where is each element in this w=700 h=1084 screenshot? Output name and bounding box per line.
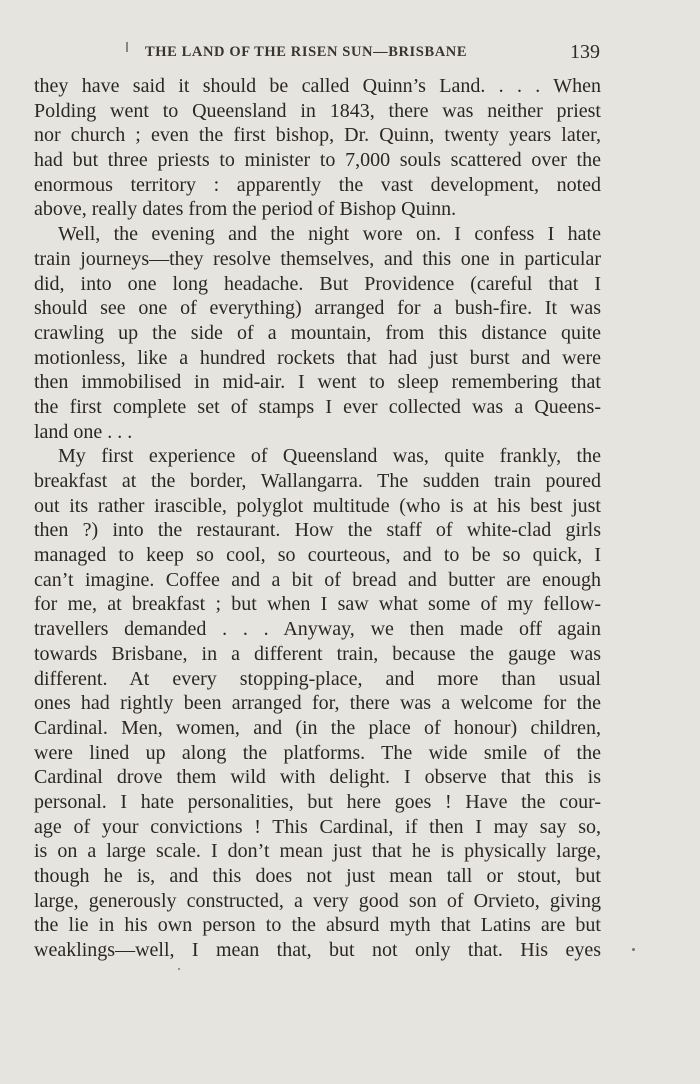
text-line: out its rather irascible, polyglot multitude (who is at his best just bbox=[34, 494, 601, 517]
running-header bbox=[34, 42, 600, 64]
text-line: the first complete set of stamps I ever collected was a Queens- bbox=[34, 395, 601, 418]
running-head-title: THE LAND OF THE RISEN SUN—BRISBANE bbox=[145, 44, 468, 60]
text-line: the lie in his own person to the absurd myth that Latins are but bbox=[34, 914, 601, 937]
margin-mark bbox=[126, 42, 128, 52]
text-line: weaklings—well, I mean that, but not only that. His eyes bbox=[34, 939, 601, 962]
paper-speck bbox=[178, 968, 180, 970]
body-text bbox=[34, 74, 601, 963]
text-line: travellers demanded . . . Anyway, we then made off again bbox=[34, 618, 601, 641]
text-line: land one . . . bbox=[34, 420, 133, 443]
text-line: can’t imagine. Coffee and a bit of bread and butter are enough bbox=[34, 568, 601, 591]
text-line: enormous territory : apparently the vast development, noted bbox=[34, 173, 601, 196]
text-line: large, generously constructed, a very good son of Orvieto, giving bbox=[34, 889, 601, 912]
text-line: were lined up along the platforms. The wide smile of the bbox=[34, 741, 601, 764]
text-line: towards Brisbane, in a different train, because the gauge was bbox=[34, 642, 601, 665]
text-line: ones had rightly been arranged for, there was a welcome for the bbox=[34, 692, 601, 715]
text-line: Polding went to Queensland in 1843, there was neither priest bbox=[34, 99, 601, 122]
text-line: managed to keep so cool, so courteous, and to be so quick, I bbox=[34, 544, 601, 567]
text-line: should see one of everything) arranged for a bush-fire. It was bbox=[34, 297, 601, 320]
text-line: motionless, like a hundred rockets that had just burst and were bbox=[34, 346, 601, 369]
text-line: then ?) into the restaurant. How the staff of white-clad girls bbox=[34, 519, 601, 542]
text-line: then immobilised in mid-air. I went to sleep remembering that bbox=[34, 371, 601, 394]
text-line: Cardinal drove them wild with delight. I observe that this is bbox=[34, 766, 601, 789]
text-line: for me, at breakfast ; but when I saw what some of my fellow- bbox=[34, 593, 601, 616]
text-line: nor church ; even the first bishop, Dr. Quinn, twenty years later, bbox=[34, 124, 601, 147]
text-line: Well, the evening and the night wore on. I confess I hate bbox=[58, 223, 601, 246]
text-line: train journeys—they resolve themselves, and this one in particular bbox=[34, 247, 601, 270]
text-line: different. At every stopping-place, and more than usual bbox=[34, 667, 601, 690]
text-line: My first experience of Queensland was, quite frankly, the bbox=[58, 445, 601, 468]
text-line: age of your convictions ! This Cardinal, if then I may say so, bbox=[34, 815, 601, 838]
text-line: though he is, and this does not just mean tall or stout, but bbox=[34, 865, 601, 887]
text-line: breakfast at the border, Wallangarra. The sudden train poured bbox=[34, 470, 601, 492]
text-line: above, really dates from the period of Bishop Quinn. bbox=[34, 198, 457, 221]
text-line: personal. I hate personalities, but here goes ! Have the cour- bbox=[34, 790, 601, 813]
text-line: is on a large scale. I don’t mean just that he is physically large, bbox=[34, 840, 601, 863]
paper-speck bbox=[632, 948, 635, 951]
text-line: Cardinal. Men, women, and (in the place of honour) children, bbox=[34, 716, 601, 739]
text-line: crawling up the side of a mountain, from this distance quite bbox=[34, 321, 601, 344]
text-line: they have said it should be called Quinn’s Land. . . . When bbox=[34, 75, 601, 97]
text-line: had but three priests to minister to 7,000 souls scattered over the bbox=[34, 149, 601, 172]
text-line: did, into one long headache. But Providence (careful that I bbox=[34, 272, 601, 295]
page-number: 139 bbox=[570, 41, 600, 63]
